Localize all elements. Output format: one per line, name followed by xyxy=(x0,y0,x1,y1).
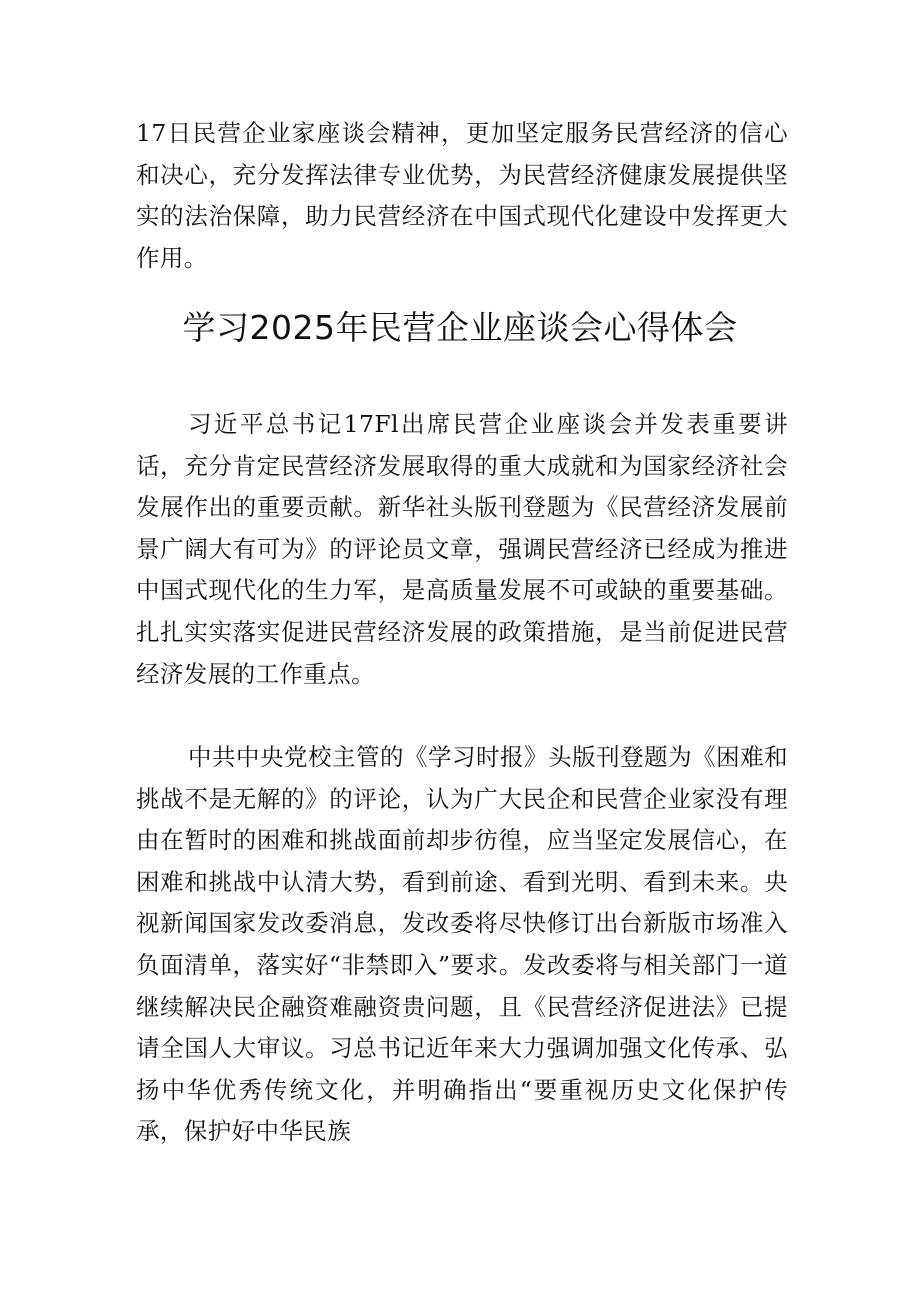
document-title: 学习2025年民营企业座谈会心得体会 xyxy=(182,308,738,347)
continuation-paragraph: 17日民营企业家座谈会精神，更加坚定服务民营经济的信心和决心，充分发挥法律专业优势，为民营经济健康发展提供坚实的法治保障，助力民营经济在中国式现代化建设中发挥更大作用。 xyxy=(136,119,788,272)
body-paragraph-1: 习近平总书记17Fl出席民营企业座谈会并发表重要讲话，充分肯定民营经济发展取得的重大成就和为国家经济社会发展作出的重要贡献。新华社头版刊登题为《民营经济发展前景广阔大有可为》的评论员文章，强调民营经济已经成为推进中国式现代化的生力军，是高质量发展不可或缺的重要基础。扎扎实实落实促进民营经济发展的政策措施，是当前促进民营经济发展的工作重点。 xyxy=(136,410,788,688)
body-paragraph-2: 中共中央党校主管的《学习时报》头版刊登题为《困难和挑战不是无解的》的评论，认为广大民企和民营企业家没有理由在暂时的困难和挑战面前却步彷徨，应当坚定发展信心，在困难和挑战中认清大势，看到前途、看到光明、看到未来。央视新闻国家发改委消息，发改委将尽快修订出台新版市场准入负面清单，落实好“非禁即入”要求。发改委将与相关部门一道继续解决民企融资难融资贵问题，且《民营经济促进法》已提请全国人大审议。习总书记近年来大力强调加强文化传承、弘扬中华优秀传统文化，并明确指出“要重视历史文化保护传承，保护好中华民族 xyxy=(136,743,788,1146)
